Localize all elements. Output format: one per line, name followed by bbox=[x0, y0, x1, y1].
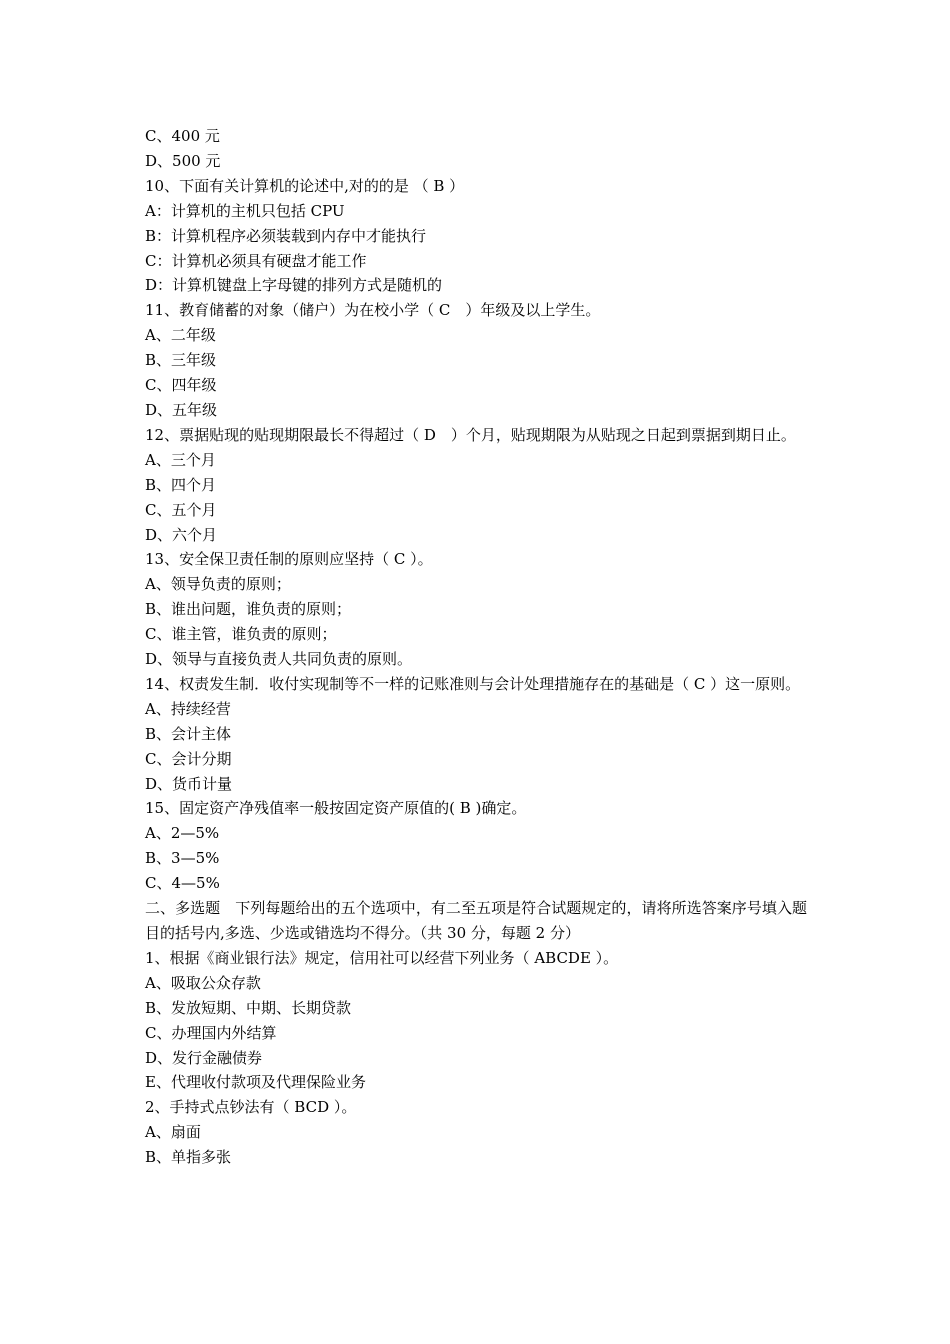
option-line: A、持续经营 bbox=[145, 699, 231, 718]
option-line: D：计算机键盘上字母键的排列方式是随机的 bbox=[145, 276, 443, 295]
option-line: C、五个月 bbox=[145, 500, 217, 519]
question-line: 2、手持式点钞法有（ BCD ）。 bbox=[145, 1098, 357, 1117]
option-line: B：计算机程序必须装载到内存中才能执行 bbox=[145, 226, 427, 245]
option-line: C、谁主管，谁负责的原则； bbox=[145, 625, 337, 644]
option-line: B、发放短期、中期、长期贷款 bbox=[145, 998, 352, 1017]
option-line: C、会计分期 bbox=[145, 749, 232, 768]
option-line: B、单指多张 bbox=[145, 1148, 232, 1167]
option-line: B、四个月 bbox=[145, 475, 217, 494]
question-line: 11、教育储蓄的对象（储户）为在校小学（ C ）年级及以上学生。 bbox=[145, 301, 601, 320]
option-line: C、4—5% bbox=[145, 874, 220, 893]
option-line: B、三年级 bbox=[145, 351, 217, 370]
option-line: A、扇面 bbox=[145, 1123, 201, 1142]
option-line: E、代理收付款项及代理保险业务 bbox=[145, 1073, 366, 1092]
option-line: D、领导与直接负责人共同负责的原则。 bbox=[145, 650, 413, 669]
question-line: 14、权责发生制．收付实现制等不一样的记账准则与会计处理措施存在的基础是（ C ）这一原则。 bbox=[145, 674, 801, 693]
option-line: A：计算机的主机只包括 CPU bbox=[145, 201, 345, 220]
option-line: D、货币计量 bbox=[145, 774, 233, 793]
option-line: D、发行金融债券 bbox=[145, 1048, 263, 1067]
option-line: C：计算机必须具有硬盘才能工作 bbox=[145, 251, 367, 270]
option-line: A、三个月 bbox=[145, 450, 216, 469]
question-line: 15、固定资产净残值率一般按固定资产原值的( B )确定。 bbox=[145, 799, 527, 818]
text-line: D、500 元 bbox=[145, 151, 221, 170]
question-line: 12、票据贴现的贴现期限最长不得超过（ D ）个月，贴现期限为从贴现之日起到票据到期日止。 bbox=[145, 425, 796, 444]
option-line: A、吸取公众存款 bbox=[145, 973, 261, 992]
option-line: B、3—5% bbox=[145, 849, 220, 868]
option-line: C、四年级 bbox=[145, 376, 217, 395]
option-line: D、六个月 bbox=[145, 525, 218, 544]
section-heading: 二、多选题 下列每题给出的五个选项中，有二至五项是符合试题规定的，请将所选答案序号填入题目的括号内,多选、少选或错选均不得分。（共 30 分，每题 2 分） bbox=[145, 899, 807, 942]
text-line: C、400 元 bbox=[145, 127, 220, 145]
option-line: A、二年级 bbox=[145, 326, 216, 345]
option-line: C、办理国内外结算 bbox=[145, 1023, 277, 1042]
option-line: D、五年级 bbox=[145, 400, 218, 419]
question-line: 13、安全保卫责任制的原则应坚持（ C ）。 bbox=[145, 550, 433, 569]
option-line: B、谁出问题，谁负责的原则； bbox=[145, 600, 352, 619]
question-line: 10、下面有关计算机的论述中,对的的是 （ B ） bbox=[145, 176, 465, 195]
question-line: 1、根据《商业银行法》规定，信用社可以经营下列业务（ ABCDE ）。 bbox=[145, 948, 619, 967]
option-line: B、会计主体 bbox=[145, 724, 232, 743]
document-body bbox=[145, 124, 807, 1170]
option-line: A、2—5% bbox=[145, 824, 220, 843]
option-line: A、领导负责的原则； bbox=[145, 575, 291, 594]
